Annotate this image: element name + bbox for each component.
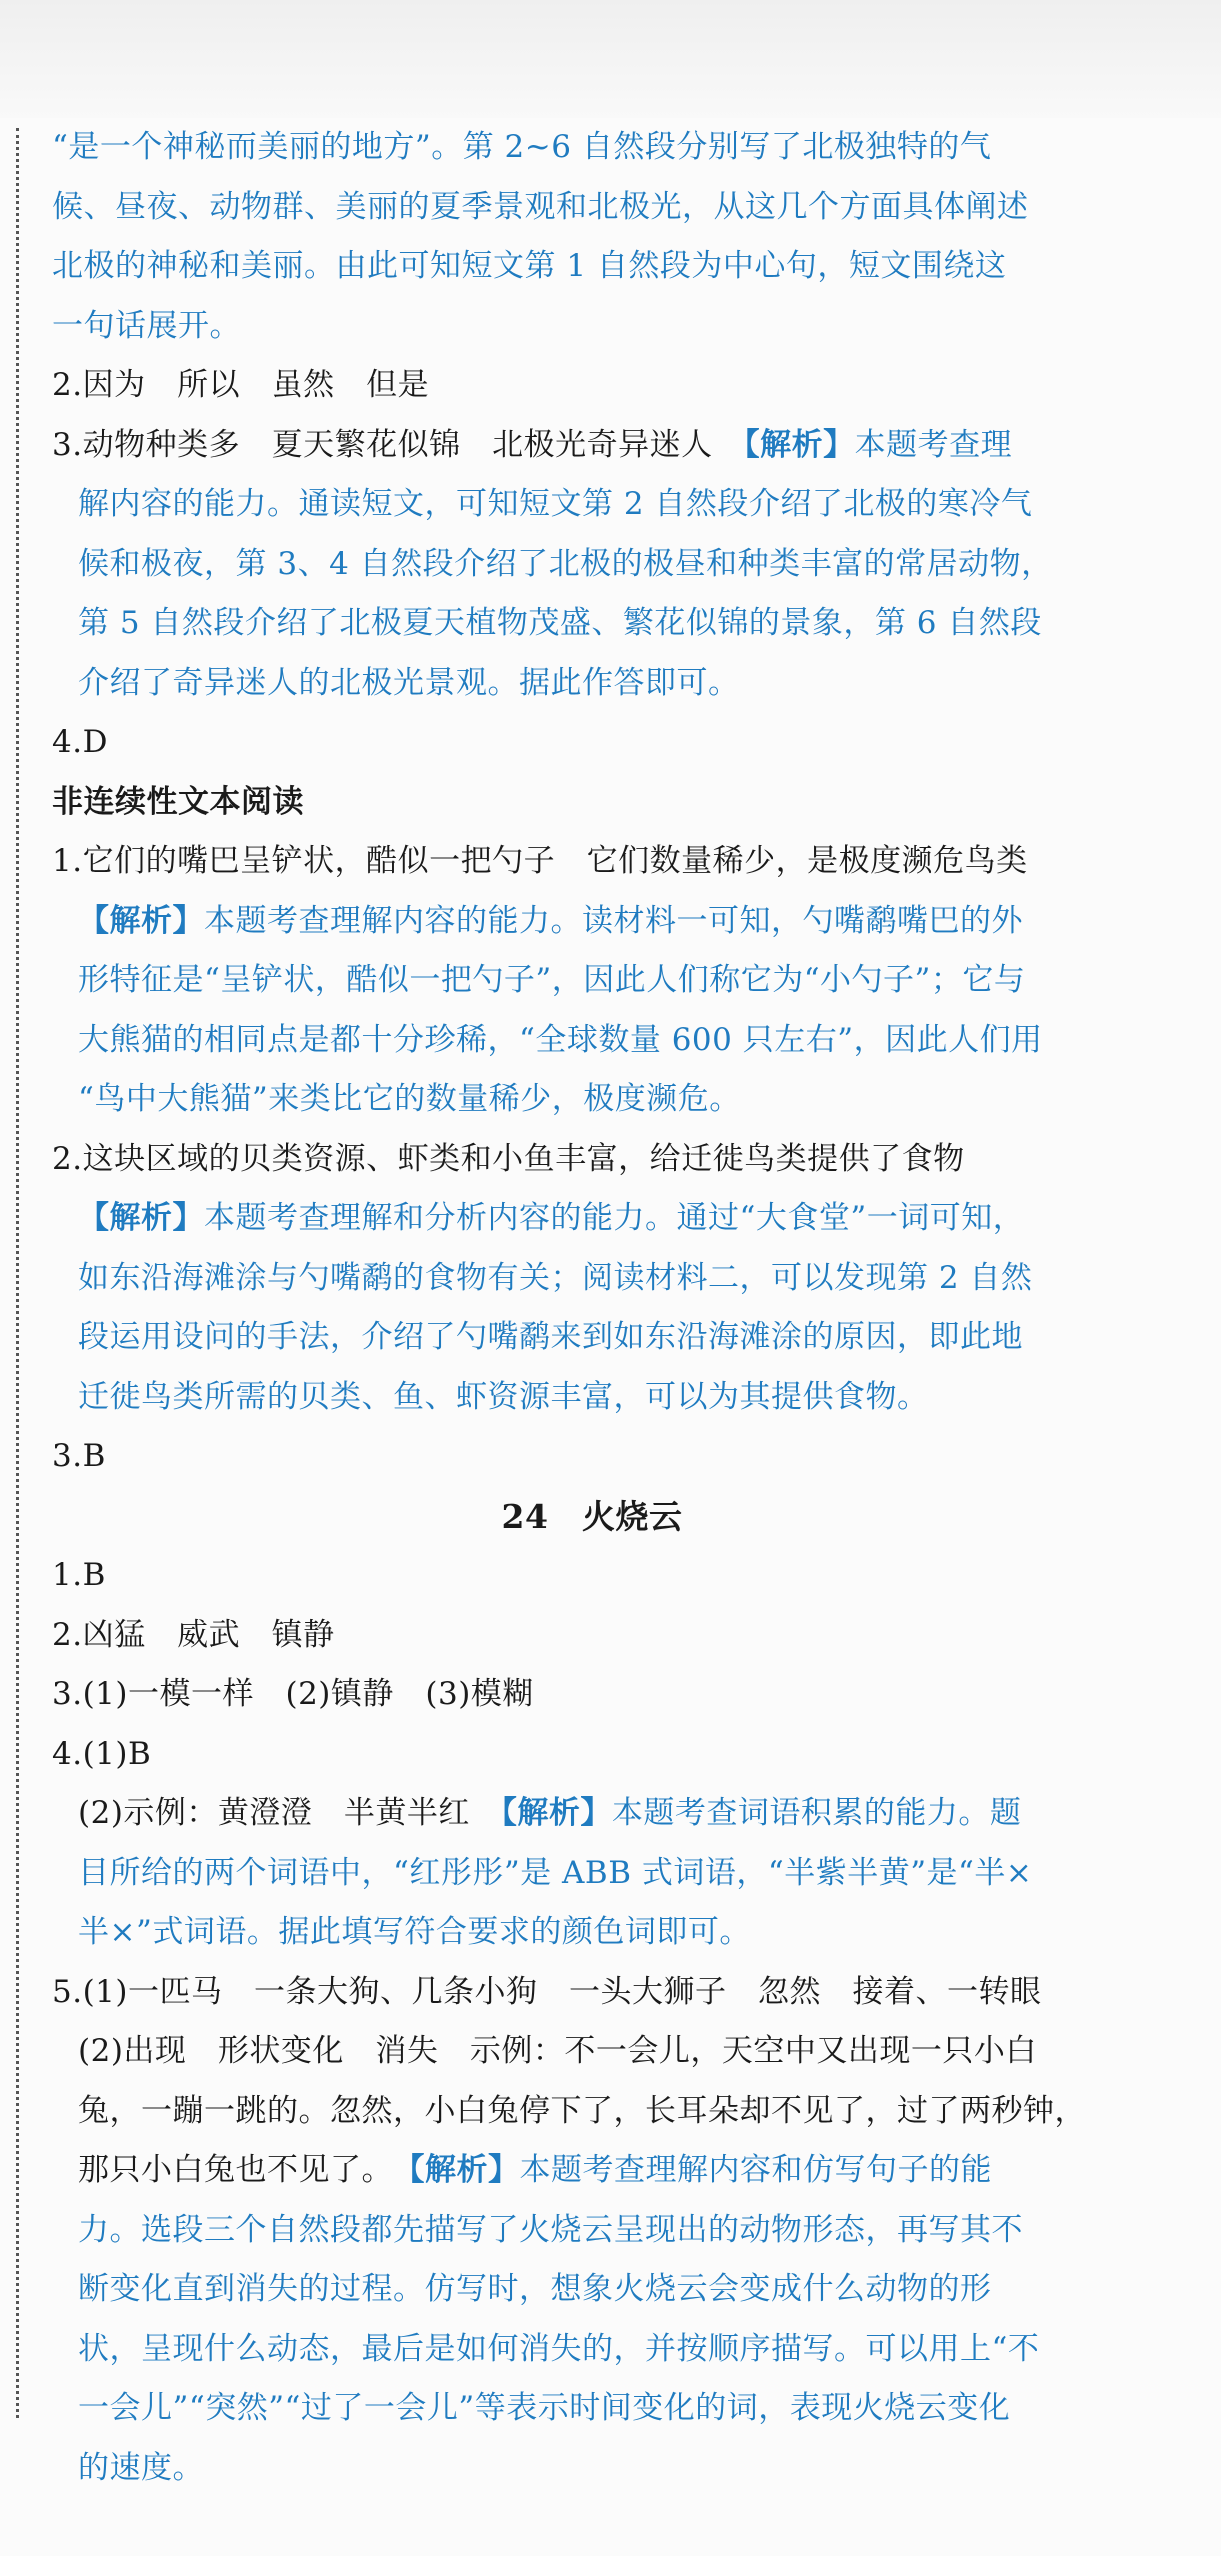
analysis-tag: 【解析】 <box>78 902 204 939</box>
analysis-text: 本题考查理解和分析内容的能力。通过“大食堂”一词可知， <box>204 1200 1025 1236</box>
answer-item: 4.(1)B <box>52 1735 152 1772</box>
analysis-line <box>52 1189 1092 1249</box>
answer-item: 2.因为 所以 虽然 但是 <box>52 367 430 403</box>
analysis-line: 北极的神秘和美丽。由此可知短文第 1 自然段为中心句，短文围绕这 <box>52 248 1007 284</box>
analysis-line: 迁徙鸟类所需的贝类、鱼、虾资源丰富，可以为其提供食物。 <box>78 1378 929 1415</box>
analysis-tag: 【解析】 <box>409 2152 520 2188</box>
binding-dashed-line <box>16 128 19 2418</box>
answer-item <box>52 2141 1092 2201</box>
analysis-text: 本题考查理 <box>854 426 1013 463</box>
lesson-title: 24 火烧云 <box>501 1496 683 1536</box>
analysis-line: 如东沿海滩涂与勺嘴鹬的食物有关；阅读材料二，可以发现第 2 自然 <box>78 1259 1033 1296</box>
answer-item: (2)出现 形状变化 消失 示例：不一会儿，天空中又出现一只小白 <box>78 2033 1037 2069</box>
answer-item: 1.B <box>52 1557 106 1593</box>
analysis-line: 形特征是“呈铲状，酷似一把勺子”，因此人们称它为“小勺子”；它与 <box>78 962 1026 998</box>
analysis-line: “鸟中大熊猫”来类比它的数量稀少，极度濒危。 <box>78 1081 741 1117</box>
answer-content <box>52 118 1092 2498</box>
answer-item: 兔，一蹦一跳的。忽然，小白兔停下了，长耳朵却不见了，过了两秒钟， <box>78 2092 1086 2129</box>
analysis-line: “是一个神秘而美丽的地方”。第 2~6 自然段分别写了北极独特的气 <box>52 129 992 165</box>
top-margin-band <box>0 0 1221 118</box>
analysis-line: 力。选段三个自然段都先描写了火烧云呈现出的动物形态，再写其不 <box>78 2211 1023 2248</box>
analysis-line: 断变化直到消失的过程。仿写时，想象火烧云会变成什么动物的形 <box>78 2271 992 2307</box>
analysis-text: 本题考查词语积累的能力。题 <box>611 1795 1022 1831</box>
analysis-line: 一句话展开。 <box>52 307 241 344</box>
answer-item: 5.(1)一匹马 一条大狗、几条小狗 一头大狮子 忽然 接着、一转眼 <box>52 1973 1042 2010</box>
analysis-line: 大熊猫的相同点是都十分珍稀，“全球数量 600 只左右”，因此人们用 <box>78 1021 1043 1058</box>
analysis-line: 的速度。 <box>78 2449 204 2486</box>
answer-text: 3.动物种类多 夏天繁花似锦 北极光奇异迷人 <box>52 426 745 463</box>
analysis-line: 目所给的两个词语中，“红彤彤”是 ABB 式词语，“半紫半黄”是“半× <box>78 1854 1033 1891</box>
analysis-line: 解内容的能力。通读短文，可知短文第 2 自然段介绍了北极的寒冷气 <box>78 486 1033 522</box>
analysis-line: 介绍了奇异迷人的北极光景观。据此作答即可。 <box>78 664 740 701</box>
answer-item <box>52 1784 1092 1844</box>
analysis-line: 候和极夜，第 3、4 自然段介绍了北极的极昼和种类丰富的常居动物， <box>78 545 1053 582</box>
analysis-line: 状，呈现什么动态，最后是如何消失的，并按顺序描写。可以用上“不 <box>78 2330 1040 2367</box>
analysis-tag: 【解析】 <box>501 1795 612 1831</box>
analysis-line: 第 5 自然段介绍了北极夏天植物茂盛、繁花似锦的景象，第 6 自然段 <box>78 605 1042 641</box>
answer-item: 2.凶猛 威武 镇静 <box>52 1616 335 1653</box>
answer-item: 2.这块区域的贝类资源、虾类和小鱼丰富，给迁徙鸟类提供了食物 <box>52 1140 965 1177</box>
answer-text: 那只小白兔也不见了。 <box>78 2152 409 2188</box>
analysis-text: 本题考查理解内容的能力。读材料一可知，勺嘴鹬嘴巴的外 <box>204 902 1023 939</box>
answer-text: (2)示例：黄澄澄 半黄半红 <box>78 1795 502 1831</box>
analysis-text: 本题考查理解内容和仿写句子的能 <box>519 2152 992 2188</box>
answer-item <box>52 416 1092 476</box>
analysis-line: 段运用设问的手法，介绍了勺嘴鹬来到如东沿海滩涂的原因，即此地 <box>78 1319 1023 1355</box>
analysis-tag: 【解析】 <box>78 1200 204 1236</box>
analysis-line: 一会儿”“突然”“过了一会儿”等表示时间变化的词，表现火烧云变化 <box>78 2390 1011 2426</box>
answer-item: 3.B <box>52 1438 106 1474</box>
analysis-tag: 【解析】 <box>744 426 855 463</box>
analysis-line: 候、昼夜、动物群、美丽的夏季景观和北极光，从这几个方面具体阐述 <box>52 188 1029 225</box>
section-heading: 非连续性文本阅读 <box>52 783 304 820</box>
analysis-line: 半×”式词语。据此填写符合要求的颜色词即可。 <box>78 1914 751 1950</box>
answer-item: 4.D <box>52 724 108 760</box>
answer-item: 3.(1)一模一样 (2)镇静 (3)模糊 <box>52 1676 534 1712</box>
analysis-line <box>52 892 1092 952</box>
answer-item: 1.它们的嘴巴呈铲状，酷似一把勺子 它们数量稀少，是极度濒危鸟类 <box>52 843 1028 879</box>
